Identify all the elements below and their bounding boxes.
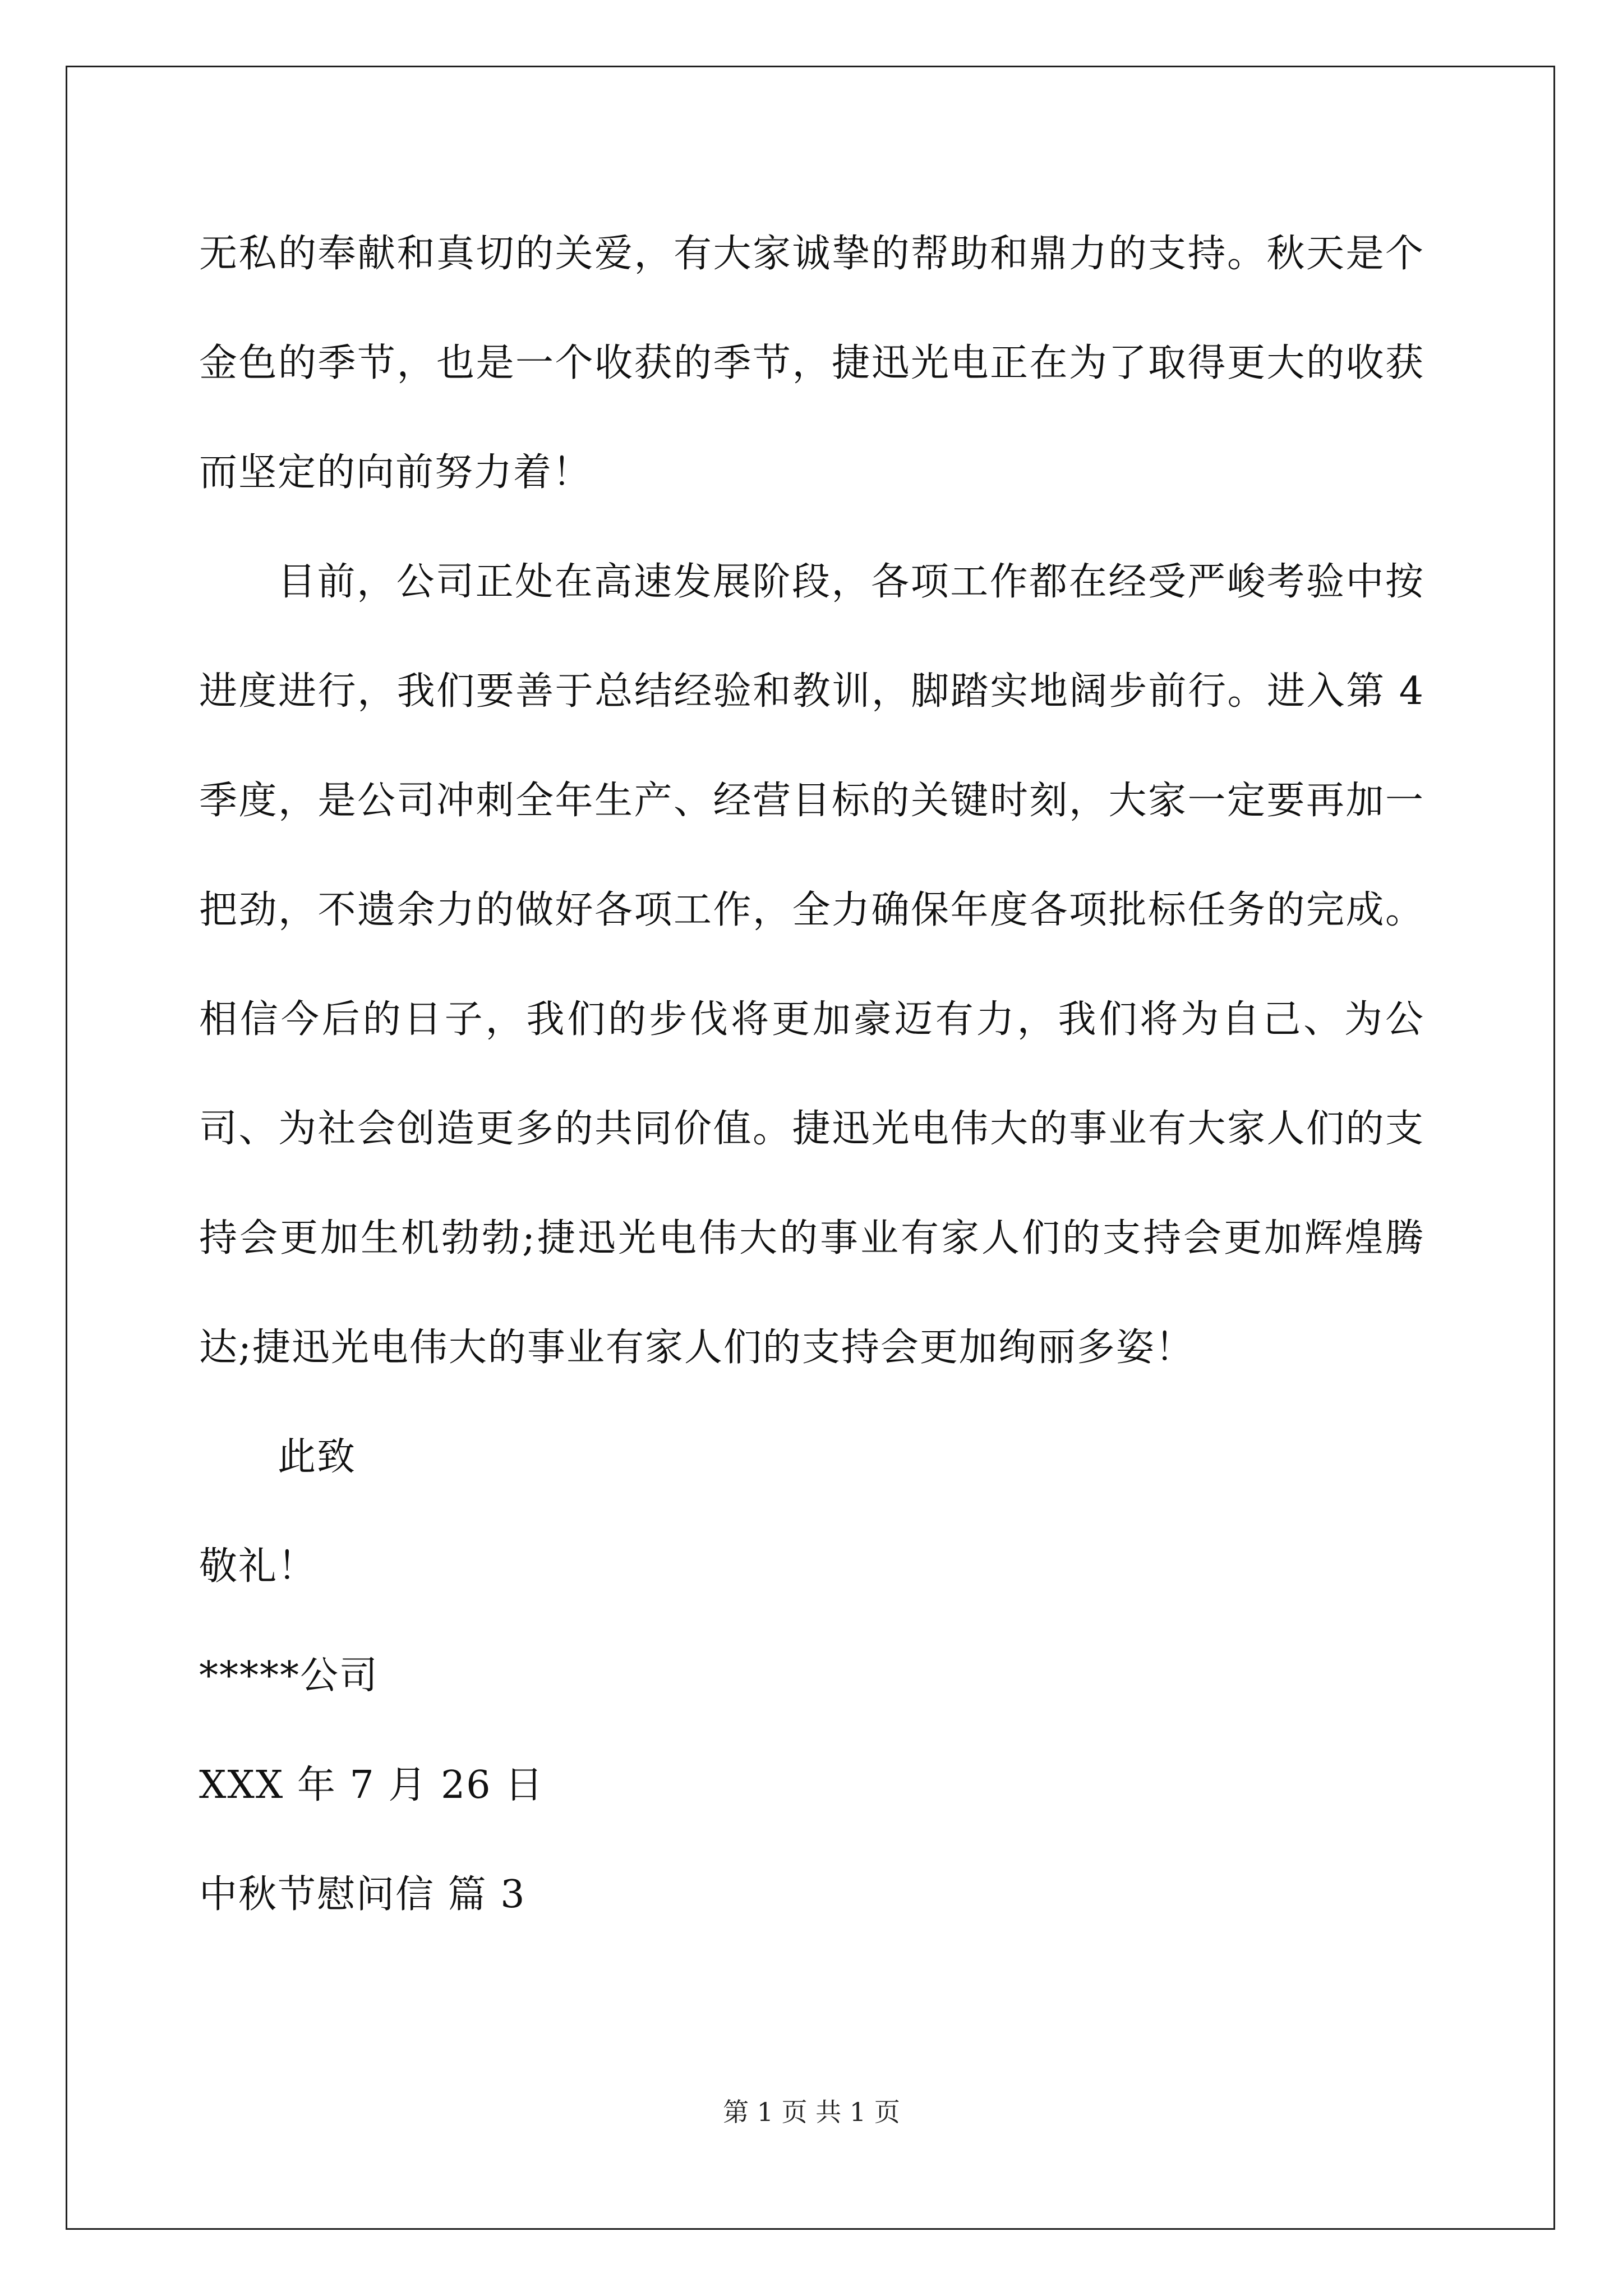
signature-company: *****公司 (199, 1654, 379, 1698)
salutation-jingli: 敬礼！ (199, 1544, 317, 1589)
next-section-heading: 中秋节慰问信 篇 3 (199, 1872, 526, 1917)
signature-date: XXX 年 7 月 26 日 (199, 1763, 545, 1807)
document-body (199, 199, 1424, 1949)
page-footer: 第 1 页 共 1 页 (723, 2097, 900, 2127)
paragraph-closing-intro: 无私的奉献和真切的关爱，有大家诚挚的帮助和鼎力的支持。秋天是个金色的季节，也是一个收获的季节，捷迅光电正在为了取得更大的收获而坚定的向前努力着！ (199, 232, 1424, 495)
salutation-cizhi: 此致 (278, 1435, 357, 1479)
paragraph-company-outlook: 目前，公司正处在高速发展阶段，各项工作都在经受严峻考验中按进度进行，我们要善于总结经验和教训，脚踏实地阔步前行。进入第 4 季度，是公司冲刺全年生产、经营目标的关键时刻，大家一定要再加一把劲，不遗余力的做好各项工作，全力确保年度各项批标任务的完成。相信今后的日子，我们的步伐将更加豪迈有力，我们将为自己、为公司、为社会创造更多的共同价值。捷迅光电伟大的事业有大家人们的支持会更加生机勃勃;捷迅光电伟大的事业有家人们的支持会更加辉煌腾达;捷迅光电伟大的事业有家人们的支持会更加绚丽多姿！ (199, 560, 1424, 1370)
